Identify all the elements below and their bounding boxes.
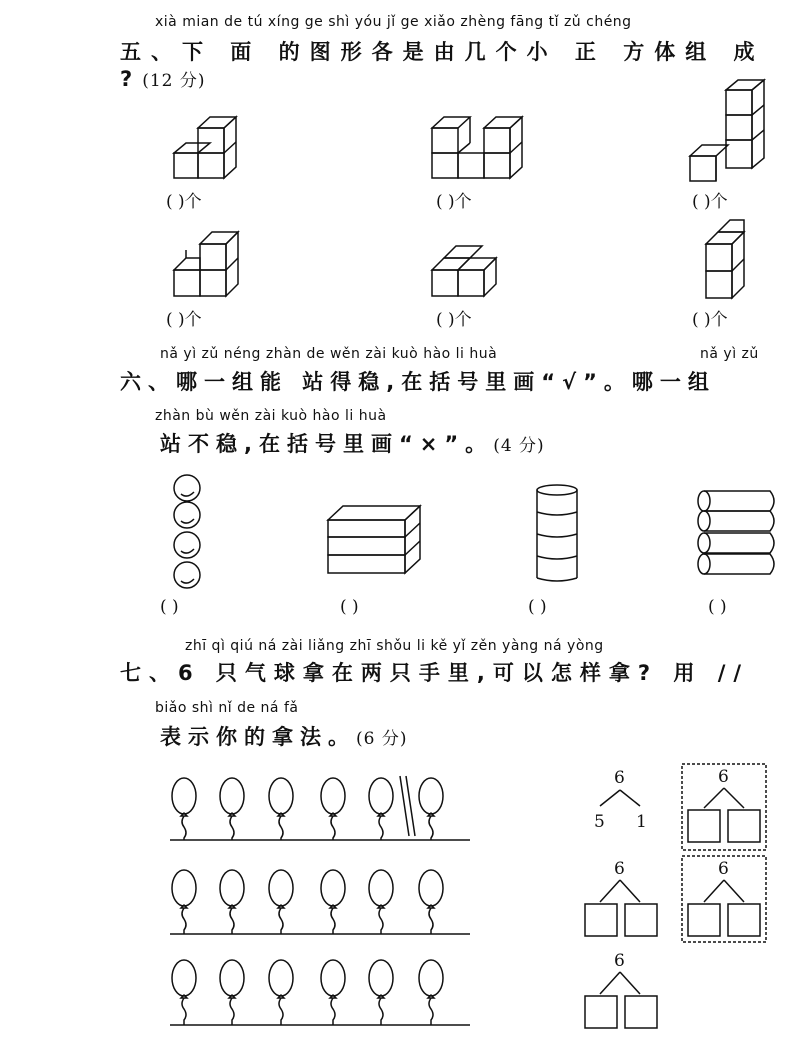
example-right-part: 1 xyxy=(636,812,647,832)
section6-title-2-text: 站不稳,在括号里画“×”。 xyxy=(160,432,494,456)
answer-box[interactable] xyxy=(688,904,720,936)
balloon xyxy=(269,960,293,1025)
cube-figure-4 xyxy=(174,232,238,296)
balloon xyxy=(321,960,345,1025)
section7-points: (6 分) xyxy=(356,729,408,749)
answer-blank-cylinders[interactable]: ( ) xyxy=(528,597,547,617)
answer-blank-logs[interactable]: ( ) xyxy=(708,597,727,617)
section7-pinyin-1: zhī qì qiú ná zài liǎng zhī shǒu li kě yǐ zěn yàng ná yòng xyxy=(185,638,604,654)
example-total: 6 xyxy=(614,768,625,788)
balloon xyxy=(419,870,443,934)
section7-title-2 xyxy=(160,721,407,751)
balloon xyxy=(369,960,393,1025)
cube-figure-3 xyxy=(690,80,764,181)
answer-box[interactable] xyxy=(585,904,617,936)
cube-figure-5 xyxy=(432,246,496,296)
balloon xyxy=(419,778,443,840)
answer-box[interactable] xyxy=(728,810,760,842)
balloons-group xyxy=(172,778,443,1025)
answer-blank-balls[interactable]: ( ) xyxy=(160,597,179,617)
example-left-part: 5 xyxy=(594,812,605,832)
section5-title-text: 五、下 面 的图形各是由几个小 正 方体组 成 ? xyxy=(120,40,765,91)
stacked-boxes-figure xyxy=(328,506,420,573)
cube-figure-2 xyxy=(432,117,522,178)
answer-blank-fig2[interactable]: ( )个 xyxy=(436,192,472,212)
section5-points: (12 分) xyxy=(142,71,206,91)
section6-points: (4 分) xyxy=(493,436,545,456)
balloon xyxy=(321,870,345,934)
answer-box[interactable] xyxy=(585,996,617,1028)
answer-box[interactable] xyxy=(625,904,657,936)
balloon xyxy=(172,960,196,1025)
balloon xyxy=(369,778,393,840)
balloon xyxy=(269,778,293,840)
answer-blank-fig1[interactable]: ( )个 xyxy=(166,192,202,212)
example-branch-left xyxy=(600,790,620,806)
stacked-cylinders-figure xyxy=(537,485,577,581)
section6-pinyin-2: zhàn bù wěn zài kuò hào li huà xyxy=(155,408,387,424)
bond-total-1: 6 xyxy=(718,767,729,787)
balloon xyxy=(321,778,345,840)
balloon xyxy=(220,960,244,1025)
balloon xyxy=(172,870,196,934)
balloon xyxy=(220,778,244,840)
section6-title-2 xyxy=(160,428,545,458)
balloon xyxy=(172,778,196,840)
cube-figure-6 xyxy=(706,220,744,298)
answer-blank-fig5[interactable]: ( )个 xyxy=(436,310,472,330)
section6-pinyin-1b: nǎ yì zǔ xyxy=(700,346,759,362)
stacked-logs-figure xyxy=(698,491,774,574)
balloon xyxy=(269,870,293,934)
answer-blank-fig6[interactable]: ( )个 xyxy=(692,310,728,330)
section6-pinyin-1: nǎ yì zǔ néng zhàn de wěn zài kuò hào li huà xyxy=(160,346,498,362)
section7-pinyin-2: biǎo shì nǐ de ná fǎ xyxy=(155,700,299,716)
cube-figure-1 xyxy=(174,117,236,178)
section6-title-1: 六、哪一组能 站得稳,在括号里画“√”。哪一组 xyxy=(120,370,716,394)
answer-box[interactable] xyxy=(688,810,720,842)
section7-title-1: 七、6 只气球拿在两只手里,可以怎样拿? 用 // xyxy=(120,661,750,685)
section7-title-2-text: 表示你的拿法。 xyxy=(160,725,356,749)
answer-box[interactable] xyxy=(625,996,657,1028)
stacked-balls-figure xyxy=(174,475,200,588)
answer-blank-fig4[interactable]: ( )个 xyxy=(166,310,202,330)
bond-total-4: 6 xyxy=(614,951,625,971)
section5-pinyin: xià mian de tú xíng ge shì yóu jǐ ge xiǎo zhèng fāng tǐ zǔ chéng xyxy=(155,14,632,30)
balloon xyxy=(220,870,244,934)
answer-blank-fig3[interactable]: ( )个 xyxy=(692,192,728,212)
answer-blank-boxes[interactable]: ( ) xyxy=(340,597,359,617)
answer-box[interactable] xyxy=(728,904,760,936)
bond-total-2: 6 xyxy=(614,859,625,879)
example-branch-right xyxy=(620,790,640,806)
bond-total-3: 6 xyxy=(718,859,729,879)
balloon xyxy=(419,960,443,1025)
balloon xyxy=(369,870,393,934)
